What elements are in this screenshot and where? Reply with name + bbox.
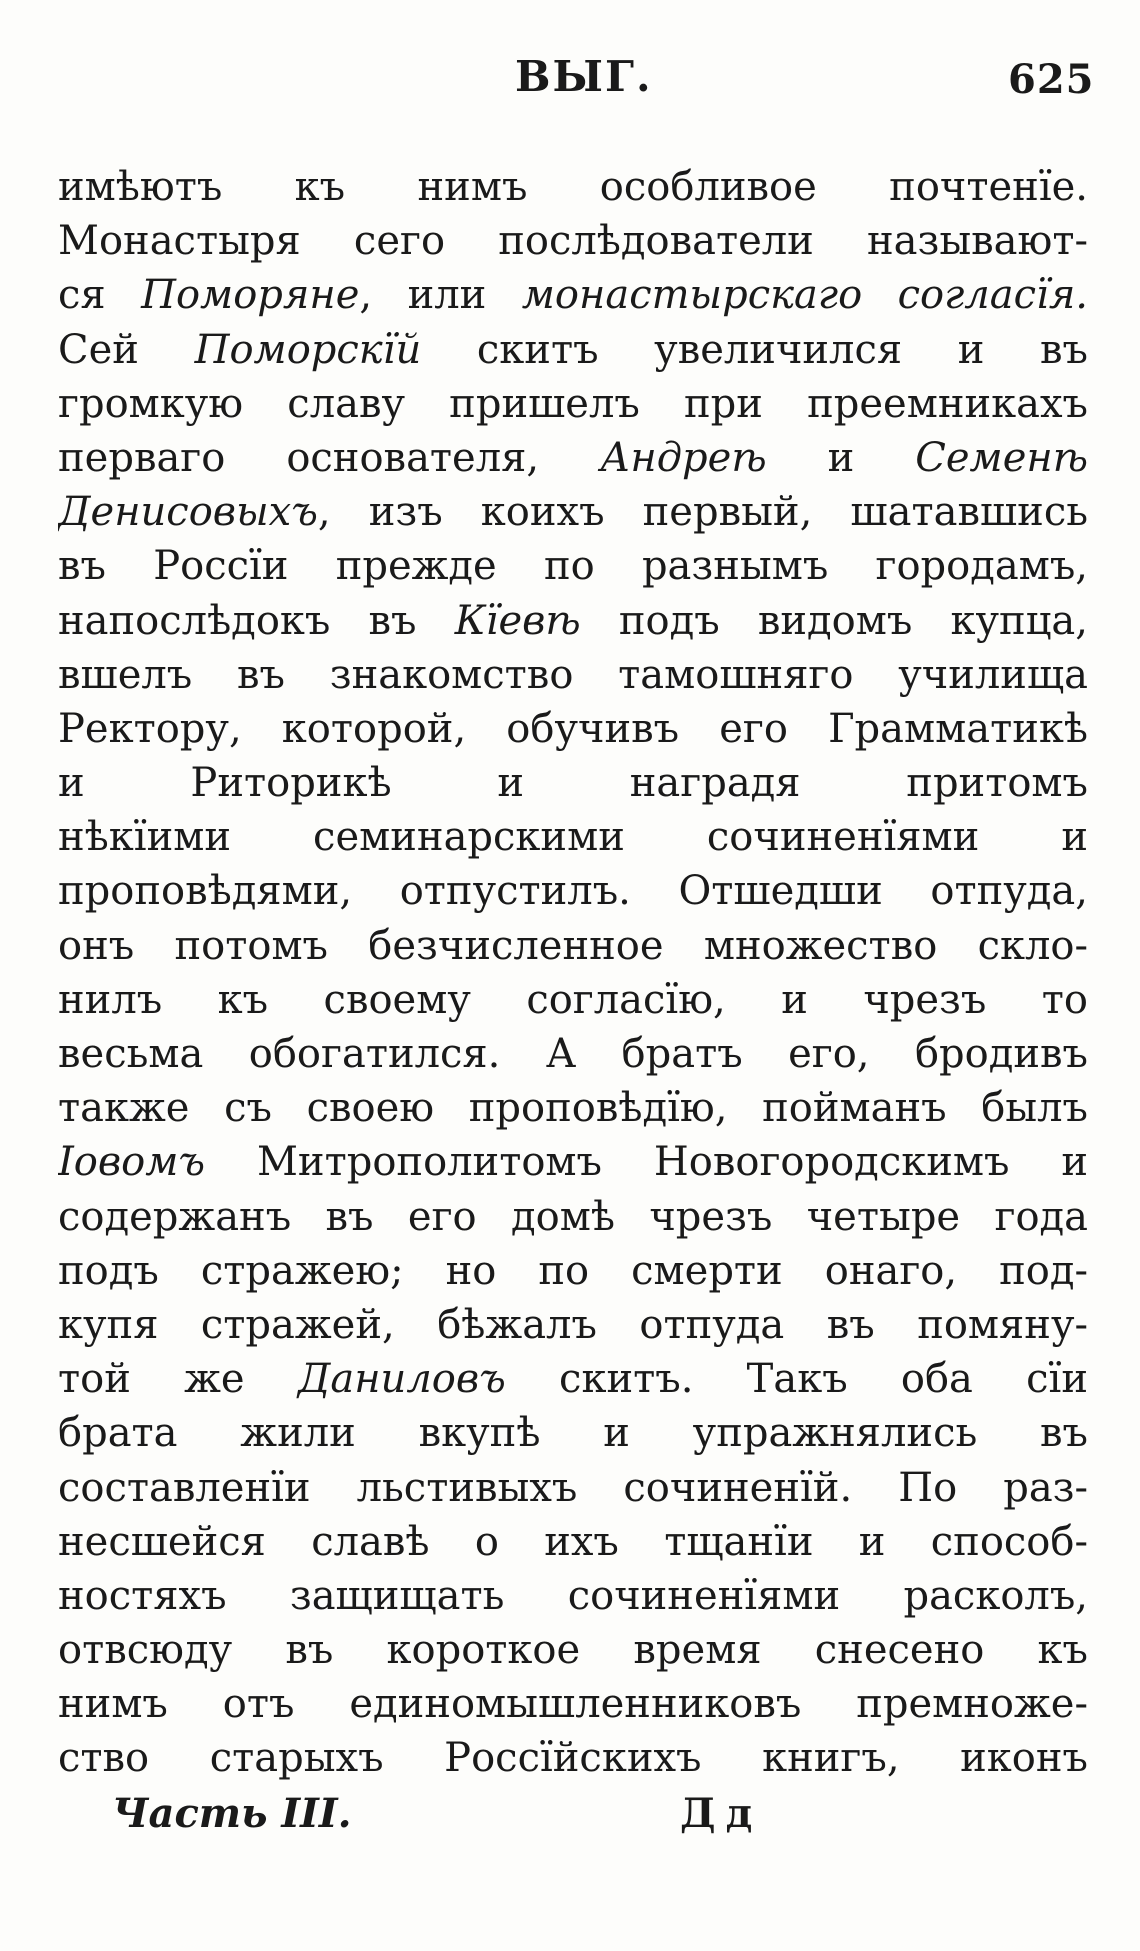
running-title: ВЫГ. <box>515 52 653 101</box>
text-line <box>58 1461 1088 1515</box>
text-run: содержанъ въ его домѣ чрезъ четыре года <box>58 1193 1088 1240</box>
italic-text-run: Поморяне <box>141 272 360 319</box>
text-run: Монастыря сего послѣдователи называют- <box>58 218 1088 265</box>
text-run: имѣютъ къ нимъ особливое почтенїе. <box>58 164 1088 210</box>
text-run: вшелъ въ знакомство тамошняго училища <box>58 651 1088 698</box>
text-line <box>58 1298 1088 1352</box>
italic-text-run: монастырскаго согласїя. <box>521 272 1088 319</box>
text-line <box>58 756 1088 810</box>
text-run: ся <box>58 272 142 319</box>
text-line <box>58 973 1088 1027</box>
text-run: купя стражей, бѣжалъ отпуда въ помяну- <box>58 1301 1088 1348</box>
text-run: ностяхъ защищать сочиненїями расколъ, <box>58 1572 1088 1619</box>
text-run: громкую славу пришелъ при преемникахъ <box>58 380 1088 427</box>
text-run: брата жили вкупѣ и упражнялись въ <box>58 1410 1088 1457</box>
text-line <box>58 1135 1088 1189</box>
text-line <box>58 485 1088 539</box>
text-line <box>58 1406 1088 1460</box>
text-run: перваго основателя, <box>58 434 601 481</box>
text-line <box>58 1569 1088 1623</box>
part-label: Часть III. <box>112 1790 352 1837</box>
text-run: проповѣдями, отпустилъ. Отшедши отпуда, <box>58 868 1088 915</box>
text-run: напослѣдокъ въ <box>58 597 455 644</box>
italic-text-run: Іовомъ <box>58 1139 206 1186</box>
text-line <box>58 1027 1088 1081</box>
text-line <box>58 919 1088 973</box>
text-run: ство старыхъ Россїйскихъ книгъ, иконъ <box>58 1735 1088 1782</box>
text-line <box>58 864 1088 918</box>
text-run: въ Россїи прежде по разнымъ городамъ, <box>58 543 1088 590</box>
text-line <box>58 431 1088 485</box>
italic-text-run: Даниловъ <box>297 1356 506 1403</box>
text-line <box>58 1352 1088 1406</box>
running-head <box>0 52 1140 112</box>
text-line <box>58 594 1088 648</box>
text-line <box>58 160 1088 214</box>
text-run: и <box>766 434 916 481</box>
text-run: нѣкїими семинарскими сочиненїями и <box>58 814 1088 861</box>
text-run: несшейся славѣ о ихъ тщанїи и способ- <box>58 1518 1088 1565</box>
text-line <box>58 268 1088 322</box>
text-run: также съ своею проповѣдїю, пойманъ былъ <box>58 1085 1088 1132</box>
text-line <box>58 702 1088 756</box>
text-run: Ректору, которой, обучивъ его Грамматикѣ <box>58 705 1088 752</box>
text-line <box>58 1081 1088 1135</box>
text-run: подъ стражею; но по смерти онаго, под- <box>58 1247 1088 1294</box>
text-run: отвсюду въ короткое время снесено къ <box>58 1627 1088 1674</box>
text-line <box>58 214 1088 268</box>
italic-text-run: Семенѣ <box>915 434 1088 481</box>
text-run: нимъ отъ единомышленниковъ премноже- <box>58 1681 1088 1728</box>
text-line <box>58 648 1088 702</box>
text-run: , изъ коихъ первый, шатавшись <box>317 489 1088 536</box>
text-run: Митрополитомъ Новогородскимъ и <box>205 1139 1088 1186</box>
italic-text-run: Андреѣ <box>600 434 767 481</box>
text-line <box>58 1731 1088 1785</box>
text-run: подъ видомъ купца, <box>580 597 1088 644</box>
text-run: составленїи льстивыхъ сочиненїй. По раз- <box>58 1464 1088 1511</box>
text-run: и Риторикѣ и наградя притомъ <box>58 760 1088 807</box>
italic-text-run: Поморскїй <box>194 326 422 373</box>
text-line <box>58 1623 1088 1677</box>
text-line <box>58 810 1088 864</box>
text-run: скитъ. Такъ оба сїи <box>505 1356 1088 1403</box>
italic-text-run: Кїевѣ <box>454 597 581 644</box>
text-line <box>58 539 1088 593</box>
text-line <box>58 377 1088 431</box>
italic-text-run: Денисовыхъ <box>58 489 318 536</box>
text-run: весьма обогатился. А братъ его, бродивъ <box>58 1031 1088 1077</box>
text-run: онъ потомъ безчисленное множество скло- <box>58 922 1088 969</box>
text-line <box>58 1244 1088 1298</box>
text-run: той же <box>58 1356 298 1403</box>
text-run: скитъ увеличился и въ <box>421 326 1088 373</box>
text-run: , или <box>359 272 522 319</box>
text-line <box>58 1677 1088 1731</box>
text-line <box>58 1515 1088 1569</box>
page-number: 625 <box>1008 56 1095 103</box>
signature-mark: Дд <box>680 1790 763 1837</box>
body-text <box>58 160 1088 1786</box>
text-line <box>58 323 1088 377</box>
page-footer <box>0 1790 1140 1860</box>
text-run: нилъ къ своему согласїю, и чрезъ то <box>58 976 1088 1023</box>
text-run: Сей <box>58 326 195 373</box>
text-line <box>58 1190 1088 1244</box>
